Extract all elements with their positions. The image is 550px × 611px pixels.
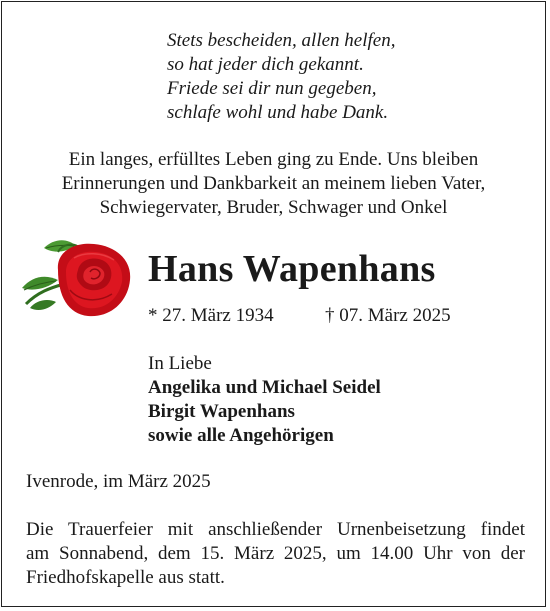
deceased-name: Hans Wapenhans bbox=[148, 248, 436, 290]
intro-line: Erinnerungen und Dankbarkeit an meinem lieben Vater, bbox=[61, 173, 486, 194]
ceremony-line: Die Trauerfeier mit anschließender Urnenbeisetzung findet bbox=[26, 519, 525, 540]
poem-line: so hat jeder dich gekannt. bbox=[167, 54, 364, 75]
ceremony-line: am Sonnabend, dem 15. März 2025, um 14.00 Uhr von der bbox=[26, 543, 525, 564]
obituary-notice bbox=[1, 1, 546, 607]
death-date: † 07. März 2025 bbox=[325, 305, 451, 326]
mourners-intro: In Liebe bbox=[148, 353, 212, 374]
mourner-name: Angelika und Michael Seidel bbox=[148, 377, 381, 398]
poem bbox=[167, 29, 395, 125]
mourner-name: Birgit Wapenhans bbox=[148, 401, 295, 422]
intro-text bbox=[2, 148, 545, 220]
ceremony-info bbox=[26, 518, 525, 590]
place-date: Ivenrode, im März 2025 bbox=[26, 471, 211, 492]
ceremony-line: Friedhofskapelle aus statt. bbox=[26, 567, 225, 588]
mourners bbox=[148, 352, 381, 448]
mourner-name: sowie alle Angehörigen bbox=[148, 425, 334, 446]
birth-date: * 27. März 1934 bbox=[148, 305, 274, 326]
red-rose-icon bbox=[18, 230, 138, 322]
poem-line: Stets bescheiden, allen helfen, bbox=[167, 30, 396, 51]
intro-line: Schwiegervater, Bruder, Schwager und Onkel bbox=[99, 197, 448, 218]
intro-line: Ein langes, erfülltes Leben ging zu Ende. Uns bleiben bbox=[68, 149, 479, 170]
poem-line: Friede sei dir nun gegeben, bbox=[167, 78, 377, 99]
poem-line: schlafe wohl und habe Dank. bbox=[167, 102, 389, 123]
